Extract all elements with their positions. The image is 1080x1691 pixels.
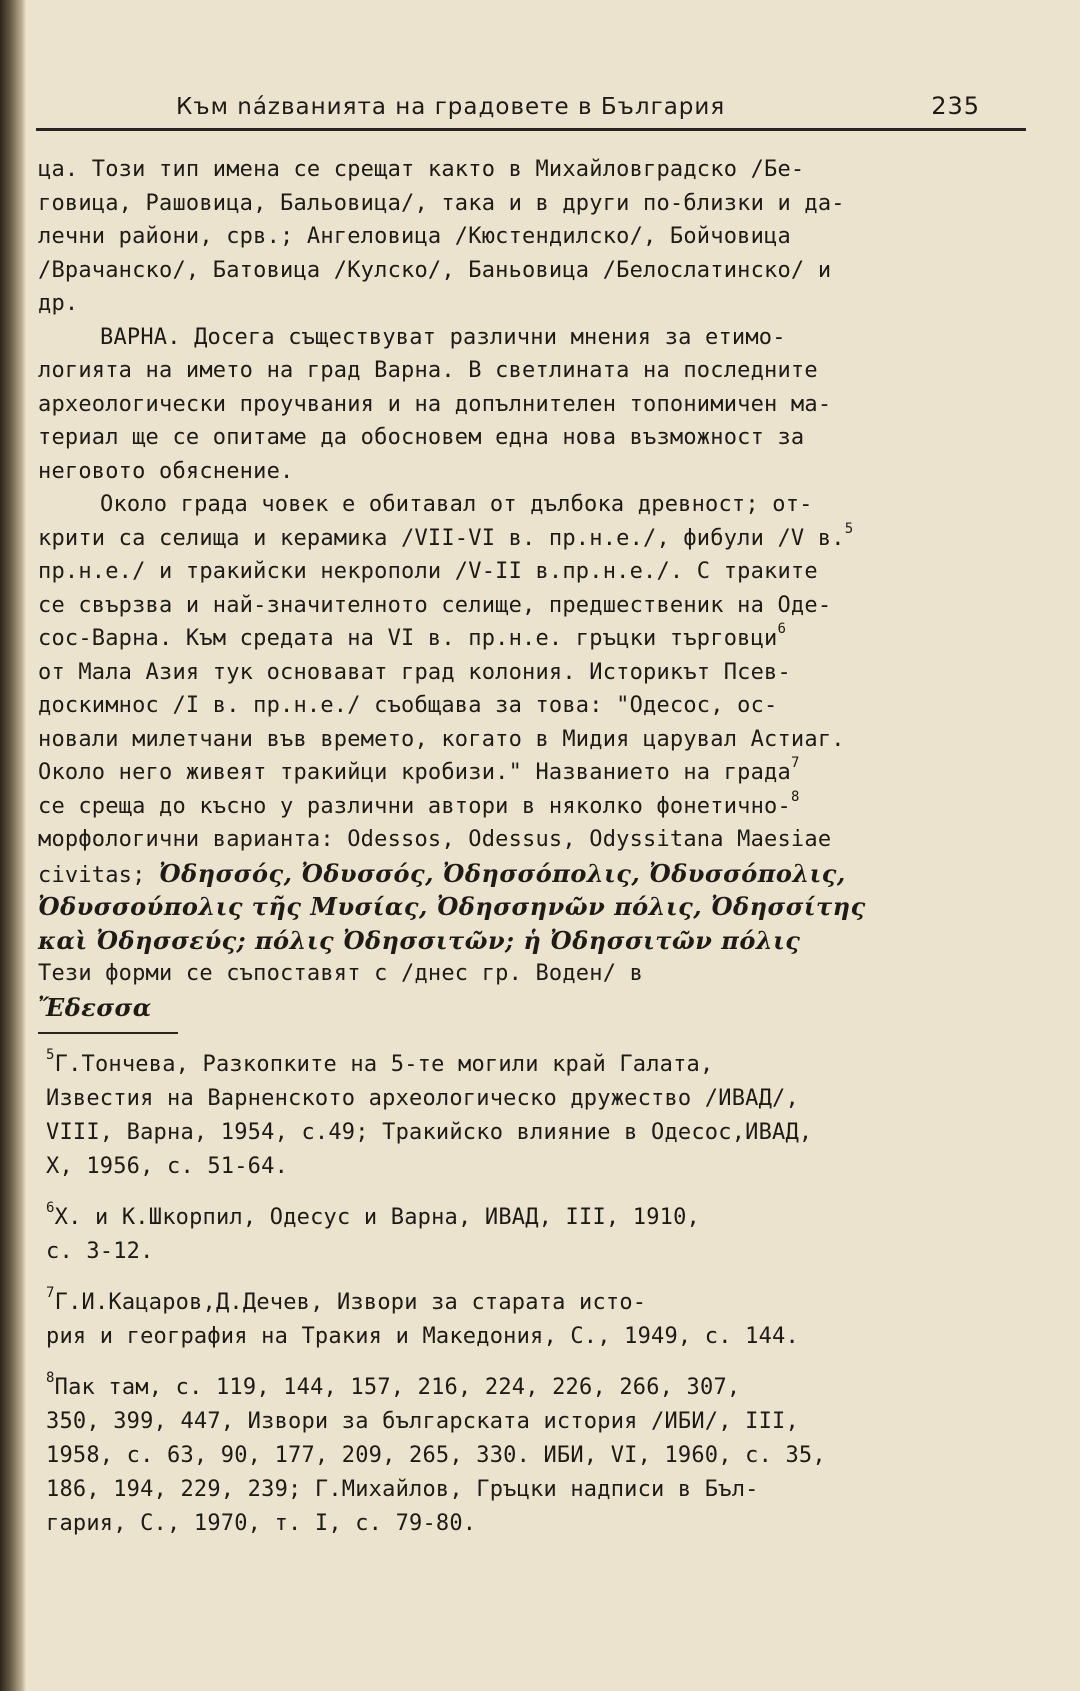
text-line: новали милетчани във времето, когато в Мидия царувал Астиаг. (38, 726, 845, 752)
text-line (38, 522, 998, 556)
text-line (38, 857, 998, 891)
text-line: логията на името на град Варна. В светлината на последните (38, 358, 818, 383)
text-line: /Врачанско/, Батовица /Кулско/, Баньовица /Белослатинско/ и (38, 257, 832, 283)
footnote-number: 6 (46, 1200, 55, 1216)
footnote-line (46, 1201, 1006, 1235)
footnote-number: 8 (46, 1370, 55, 1386)
footnote-line: VIII, Варна, 1954, с.49; Тракийско влияние в Одесос,ИВАД, (46, 1120, 813, 1145)
text-segment: Около него живеят тракийци кробизи." Названието на града (38, 760, 791, 785)
footnote-line (46, 1286, 1006, 1320)
text-line: археологически проучвания и на допълнителен топонимичен ма- (38, 391, 832, 417)
text-line: Тези форми се съпоставят с /днес гр. Воден/ в (38, 961, 644, 986)
text-segment: civitas; (38, 862, 160, 888)
text-line: др. (38, 291, 79, 316)
text-line: доскимнос /I в. пр.н.е./ съобщава за това: "Одесос, ос- (38, 693, 778, 718)
text-line: морфологични варианта: Odessos, Odessus, Odyssitana Maesiae (38, 827, 832, 852)
text-line: говица, Рашовица, Бальовица/, така и в други по-близки и да- (38, 190, 845, 216)
greek-edessa: Ἔδεσσα (38, 992, 152, 1022)
text-line (38, 756, 998, 790)
text-line: пр.н.е./ и тракийски некрополи /V-II в.пр.н.е./. С траките (38, 559, 818, 584)
text-line: от Мала Азия тук основават град колония. Историкът Псев- (38, 659, 791, 685)
text-line: се свързва и най-значителното селище, предшественик на Оде- (38, 592, 832, 618)
greek-line: καὶ Ὀδησσεύς; πόλις Ὀδησσιτῶν; ἡ Ὀδησσιτῶν πόλις (38, 925, 801, 955)
footnote-ref-7: 7 (790, 755, 800, 771)
footnote-line: рия и география на Тракия и Македония, С., 1949, с. 144. (46, 1324, 799, 1349)
footnote-text: Х. и К.Шкорпил, Одесус и Варна, ИВАД, III, 1910, (54, 1205, 701, 1230)
footnotes (46, 1048, 1006, 1558)
text-line: лечни райони, срв.; Ангеловица /Кюстендилско/, Бойчовица (38, 224, 791, 249)
text-line (38, 790, 998, 824)
text-line (38, 622, 998, 656)
header-title: Към názванията на градовете в България (176, 94, 726, 120)
footnote-line (46, 1048, 1006, 1082)
footnote-line: X, 1956, с. 51-64. (46, 1154, 289, 1179)
footnote-divider (38, 1032, 178, 1034)
footnote-8 (46, 1371, 1006, 1541)
running-header (36, 86, 1026, 131)
footnote-line: 186, 194, 229, 239; Г.Михайлов, Гръцки надписи в Бъл- (46, 1477, 759, 1502)
footnote-5 (46, 1048, 1006, 1184)
footnote-number: 5 (46, 1047, 55, 1063)
footnote-ref-8: 8 (790, 788, 800, 805)
footnote-line: Известия на Варненското археологическо дружество /ИВАД/, (46, 1086, 799, 1111)
footnote-line: гария, С., 1970, т. I, с. 79-80. (46, 1511, 477, 1536)
footnote-line: 350, 399, 447, Извори за българската история /ИБИ/, III, (46, 1409, 799, 1434)
book-page (36, 0, 1046, 1691)
footnote-line (46, 1371, 1006, 1405)
text-segment: се среща до късно у различни автори в няколко фонетично- (38, 793, 791, 819)
footnote-line: 1958, с. 63, 90, 177, 209, 265, 330. ИБИ, VI, 1960, с. 35, (46, 1443, 826, 1468)
text-line: Около града човек е обитавал от дълбока древност; от- (100, 492, 813, 517)
text-line: ца. Този тип имена се срещат както в Михайловградско /Бе- (38, 157, 805, 182)
main-text (38, 153, 998, 1024)
footnote-text: Пак там, с. 119, 144, 157, 216, 224, 226, 266, 307, (54, 1375, 741, 1400)
book-binding-edge (0, 0, 26, 1691)
text-segment: сос-Варна. Към средата на VI в. пр.н.е. гръцки търговци (38, 626, 778, 651)
page-number: 235 (931, 92, 980, 120)
footnote-ref-6: 6 (777, 621, 787, 637)
text-line: неговото обяснение. (38, 458, 294, 484)
footnote-text: Г.Тончева, Разкопките на 5-те могили край Галата, (54, 1052, 714, 1077)
footnote-ref-5: 5 (844, 520, 854, 537)
greek-line: Ὀδυσσούπολις τῆς Μυσίας, Ὀδησσηνῶν πόλις, Ὀδησσίτης (38, 892, 866, 921)
footnote-number: 7 (46, 1285, 55, 1301)
footnote-6 (46, 1201, 1006, 1269)
greek-variants: Ὀδησσός, Ὀδυσσός, Ὀδησσόπολις, Ὀδυσσόπολις, (159, 858, 846, 888)
text-line: териал ще се опитаме да обосновем една нова възможност за (38, 425, 805, 450)
text-segment: крити са селища и керамика /VII-VI в. пр.н.е./, фибули /V в. (38, 525, 845, 551)
text-line: ВАРНА. Досега съществуват различни мнения за етимо- (100, 324, 786, 350)
text-line (38, 991, 998, 1025)
footnote-7 (46, 1286, 1006, 1354)
footnote-line: с. 3-12. (46, 1239, 154, 1264)
footnote-text: Г.И.Кацаров,Д.Дечев, Извори за старата исто- (54, 1290, 647, 1315)
